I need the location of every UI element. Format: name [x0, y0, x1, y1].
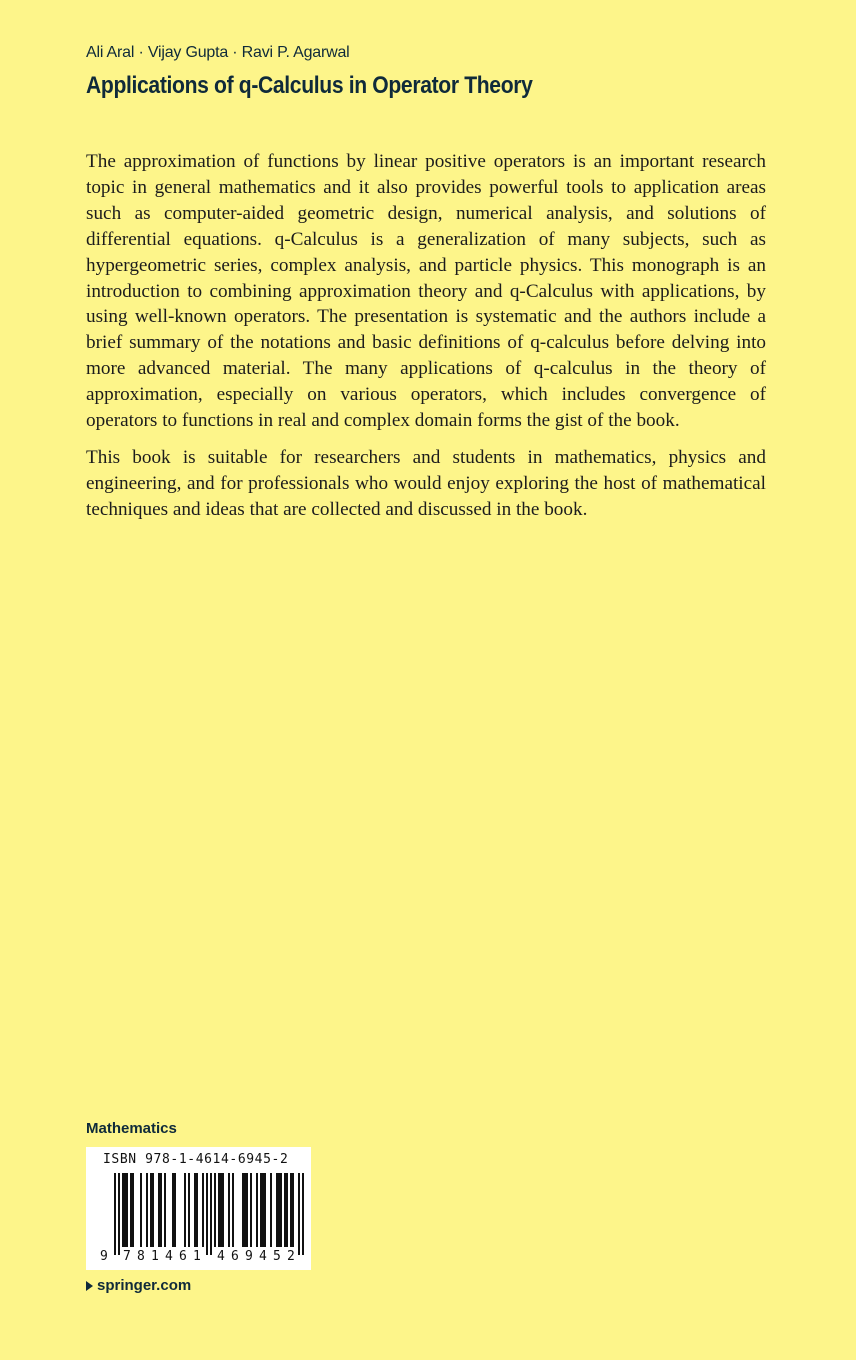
barcode-digit: 2 — [287, 1249, 295, 1264]
barcode-digit: 4 — [165, 1249, 173, 1264]
website-link[interactable] — [86, 1277, 191, 1294]
barcode-bars — [114, 1173, 304, 1255]
barcode-bar — [232, 1173, 234, 1247]
barcode-bar — [256, 1173, 258, 1247]
barcode-bar — [292, 1173, 294, 1247]
arrow-right-icon — [86, 1281, 93, 1291]
barcode-digit: 5 — [273, 1249, 281, 1264]
barcode-bar — [140, 1173, 142, 1247]
barcode-digit: 4 — [217, 1249, 225, 1264]
book-title: Applications of q-Calculus in Operator Theory — [86, 72, 533, 99]
barcode-digit: 9 — [245, 1249, 253, 1264]
barcode-bar — [206, 1173, 208, 1255]
barcode-bar — [132, 1173, 134, 1247]
website-label: springer.com — [97, 1277, 192, 1294]
barcode-bar — [124, 1173, 126, 1247]
barcode-bar — [196, 1173, 198, 1247]
barcode-bar — [270, 1173, 272, 1247]
barcode-bar — [202, 1173, 204, 1247]
barcode-bar — [246, 1173, 248, 1247]
barcode-bar — [286, 1173, 288, 1247]
isbn-barcode-box — [86, 1147, 311, 1270]
barcode-bar — [152, 1173, 154, 1247]
subject-label: Mathematics — [86, 1120, 177, 1137]
barcode-bar — [122, 1173, 124, 1247]
barcode-bar — [126, 1173, 128, 1247]
barcode-digit: 4 — [259, 1249, 267, 1264]
barcode-bar — [262, 1173, 264, 1247]
barcode-digit: 6 — [179, 1249, 187, 1264]
barcode-bar — [242, 1173, 244, 1247]
barcode-digit: 9 — [100, 1249, 108, 1264]
barcode-bar — [114, 1173, 116, 1255]
barcode-bar — [218, 1173, 220, 1247]
barcode-bar — [250, 1173, 252, 1247]
barcode-digit: 7 — [123, 1249, 131, 1264]
isbn-label: ISBN 978-1-4614-6945-2 — [103, 1152, 289, 1167]
barcode-bar — [188, 1173, 190, 1247]
authors-line: Ali Aral · Vijay Gupta · Ravi P. Agarwal — [86, 44, 350, 61]
barcode-bar — [130, 1173, 132, 1247]
barcode-bar — [164, 1173, 166, 1247]
barcode-bar — [276, 1173, 278, 1247]
barcode-digit: 1 — [151, 1249, 159, 1264]
barcode-bar — [222, 1173, 224, 1247]
barcode-digit: 1 — [193, 1249, 201, 1264]
barcode-bar — [260, 1173, 262, 1247]
barcode-bar — [184, 1173, 186, 1247]
barcode-bar — [172, 1173, 174, 1247]
book-description — [86, 149, 766, 523]
barcode-bar — [210, 1173, 212, 1255]
barcode-bar — [214, 1173, 216, 1247]
barcode-digits — [100, 1249, 295, 1264]
barcode-digit: 8 — [137, 1249, 145, 1264]
barcode-bar — [290, 1173, 292, 1247]
barcode-bar — [174, 1173, 176, 1247]
barcode-bar — [146, 1173, 148, 1247]
barcode-bar — [160, 1173, 162, 1247]
barcode-bar — [280, 1173, 282, 1247]
barcode-bar — [158, 1173, 160, 1247]
barcode-bar — [244, 1173, 246, 1247]
description-paragraph-2: This book is suitable for researchers and students in mathematics, physics and engineering, and for professionals who would enjoy exploring the host of mathematical techniques and ideas that are collected and discussed in the book. — [86, 446, 766, 520]
description-paragraph-1: The approximation of functions by linear positive operators is an important research topic in general mathematics and it also provides powerful tools to application areas such as computer-aided geometric design, numerical analysis, and solutions of differential equations. q-Calculus is a generalization of many subjects, such as hypergeometric series, complex analysis, and particle physics. This monograph is an introduction to combining approximation theory and q-Calculus with applications, by using well-known operators. The presentation is systematic and the authors include a brief summary of the notations and basic definitions of q-calculus before delving into more advanced material. The many applications of q-calculus in the theory of approximation, especially on various operators, which includes convergence of operators to functions in real and complex domain forms the gist of the book. — [86, 151, 766, 432]
barcode-digit: 6 — [231, 1249, 239, 1264]
barcode-bar — [194, 1173, 196, 1247]
barcode-bar — [278, 1173, 280, 1247]
barcode-bar — [150, 1173, 152, 1247]
barcode-bar — [228, 1173, 230, 1247]
barcode-bar — [264, 1173, 266, 1247]
barcode-bar — [118, 1173, 120, 1255]
barcode-bar — [298, 1173, 300, 1255]
barcode-bar — [284, 1173, 286, 1247]
barcode-bar — [220, 1173, 222, 1247]
barcode-bar — [302, 1173, 304, 1255]
barcode-graphic — [86, 1147, 311, 1270]
